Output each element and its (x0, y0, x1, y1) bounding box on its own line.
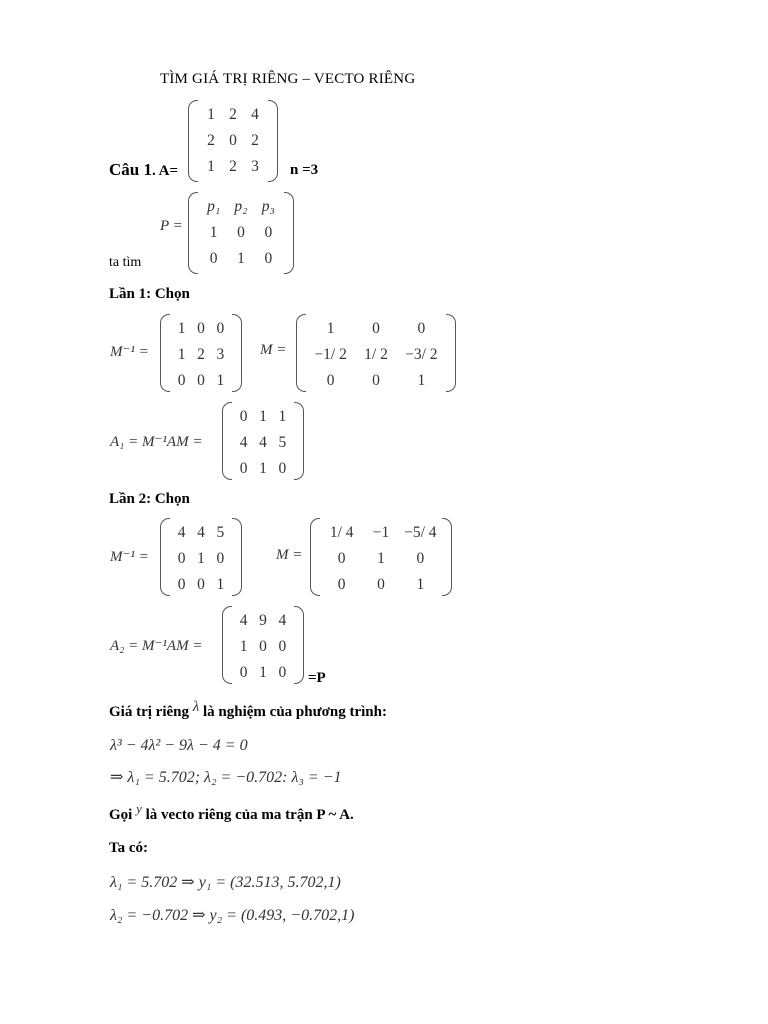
minv2-cell: 0 (216, 550, 225, 567)
a2-cell: 4 (239, 612, 248, 629)
a2-label: A₂ = M⁻¹AM = (110, 638, 203, 654)
minv1-cell: 1 (216, 372, 225, 389)
minv2-cell: 0 (177, 550, 186, 567)
a2-cell: 4 (278, 612, 287, 629)
a1-cell: 0 (278, 460, 287, 477)
a2-cell: 0 (278, 664, 287, 681)
minv2-cell: 4 (197, 524, 205, 541)
m1-cell: 0 (417, 320, 426, 337)
a2-cell: 1 (239, 638, 248, 655)
matA-cell: 2 (207, 132, 215, 149)
m1-cell: 0 (372, 320, 380, 337)
eigenvector-2: λ₂ = −0.702 ⇒ y₂ = (0.493, −0.702,1) (110, 907, 355, 924)
matrix-m1 (296, 314, 456, 392)
m1-cell: 1/ 2 (364, 346, 388, 363)
minv2-cell: 0 (177, 576, 186, 593)
a2-cell: 0 (239, 664, 248, 681)
eigenvalue-intro-pre: Giá trị riêng (109, 704, 189, 720)
matrix-minv2 (160, 518, 242, 596)
minv1-cell: 0 (216, 320, 225, 337)
minv2-cell: 1 (216, 576, 225, 593)
matA-cell: 1 (207, 106, 215, 123)
matA-cell: 0 (229, 132, 237, 149)
m2-cell: −5/ 4 (404, 524, 437, 541)
cau1-label (109, 160, 178, 180)
matA-cell: 4 (251, 106, 259, 123)
m1-cell: 0 (326, 372, 335, 389)
a1-cell: 4 (259, 434, 267, 451)
characteristic-equation: λ³ − 4λ² − 9λ − 4 = 0 (110, 737, 248, 754)
matP-cell: p₂ (234, 198, 248, 215)
a2-cell: 1 (259, 664, 267, 681)
matP-cell: p₁ (207, 198, 221, 215)
minv1-cell: 3 (216, 346, 225, 363)
m1-cell: 1 (417, 372, 426, 389)
lambda-symbol: λ (192, 699, 200, 715)
minv2-cell: 0 (197, 576, 205, 593)
matrix-a1 (222, 402, 304, 480)
lan2-heading: Lần 2: Chọn (109, 491, 190, 507)
matP-cell: 0 (209, 250, 218, 267)
m2-cell: 0 (416, 550, 425, 567)
minv2-cell: 4 (177, 524, 186, 541)
eigenvalue-intro-post: là nghiệm của phương trình: (202, 704, 387, 720)
a1-cell: 1 (259, 408, 267, 425)
eigenvector-intro-post: là vecto riêng của ma trận P ~ A. (145, 807, 354, 823)
a1-cell: 0 (239, 408, 248, 425)
p-label: P = (160, 218, 183, 234)
m1-label: M = (260, 342, 287, 358)
m2-cell: 1 (416, 576, 425, 593)
matP-cell: 1 (237, 250, 245, 267)
equals-p: =P (308, 670, 326, 686)
a1-cell: 1 (278, 408, 287, 425)
a1-label: A₁ = M⁻¹AM = (110, 434, 203, 450)
matrix-a (188, 100, 278, 182)
minv1-cell: 0 (197, 320, 205, 337)
ta-tim-text: ta tìm (109, 255, 142, 270)
eigenvalue-roots: ⇒ λ₁ = 5.702; λ₂ = −0.702: λ₃ = −1 (110, 769, 342, 786)
m2-cell: −1 (372, 524, 390, 541)
minv1-label: M⁻¹ = (110, 344, 149, 360)
matrix-a2 (222, 606, 304, 684)
minv2-cell: 1 (197, 550, 205, 567)
lan1-heading: Lần 1: Chọn (109, 286, 190, 302)
m2-cell: 1/ 4 (329, 524, 354, 541)
matrix-minv1 (160, 314, 242, 392)
minv1-cell: 2 (197, 346, 205, 363)
a1-cell: 0 (239, 460, 248, 477)
n-value: n =3 (290, 162, 319, 178)
m1-cell: −1/ 2 (314, 346, 347, 363)
matP-cell: 1 (209, 224, 218, 241)
a2-cell: 9 (259, 612, 267, 629)
m2-label: M = (276, 547, 303, 563)
matP-cell: 0 (264, 250, 273, 267)
matA-cell: 2 (229, 158, 237, 175)
m1-cell: 0 (372, 372, 380, 389)
m2-cell: 0 (377, 576, 385, 593)
eigenvector-intro-pre: Gọi (109, 807, 133, 823)
y-symbol: y (136, 801, 142, 816)
matP-cell: p₃ (261, 198, 275, 215)
page-title: TÌM GIÁ TRỊ RIÊNG – VECTO RIÊNG (160, 71, 416, 87)
matA-cell: 1 (207, 158, 215, 175)
m2-cell: 0 (337, 576, 346, 593)
minv1-cell: 1 (177, 320, 186, 337)
m1-cell: 1 (326, 320, 335, 337)
matA-cell: 2 (229, 106, 237, 123)
eigenvector-intro (109, 801, 354, 824)
minv1-cell: 0 (197, 372, 205, 389)
cau1-a-eq: . A= (151, 163, 179, 179)
minv2-cell: 5 (216, 524, 225, 541)
eigenvalue-intro (109, 699, 387, 721)
matP-cell: 0 (264, 224, 273, 241)
matA-cell: 2 (251, 132, 259, 149)
matrix-m2 (310, 518, 452, 596)
minv1-cell: 0 (177, 372, 186, 389)
m2-cell: 1 (377, 550, 385, 567)
ta-co-heading: Ta có: (109, 840, 149, 856)
matrix-p (188, 192, 294, 274)
a1-cell: 1 (259, 460, 267, 477)
a1-cell: 5 (278, 434, 287, 451)
matA-cell: 3 (251, 158, 259, 175)
minv1-cell: 1 (177, 346, 186, 363)
a2-cell: 0 (278, 638, 287, 655)
minv2-label: M⁻¹ = (110, 549, 149, 565)
eigenvector-1: λ₁ = 5.702 ⇒ y₁ = (32.513, 5.702,1) (110, 874, 341, 891)
m1-cell: −3/ 2 (405, 346, 438, 363)
a2-cell: 0 (259, 638, 267, 655)
cau1-number: Câu 1 (109, 160, 152, 179)
matP-cell: 0 (237, 224, 245, 241)
m2-cell: 0 (337, 550, 346, 567)
a1-cell: 4 (239, 434, 248, 451)
